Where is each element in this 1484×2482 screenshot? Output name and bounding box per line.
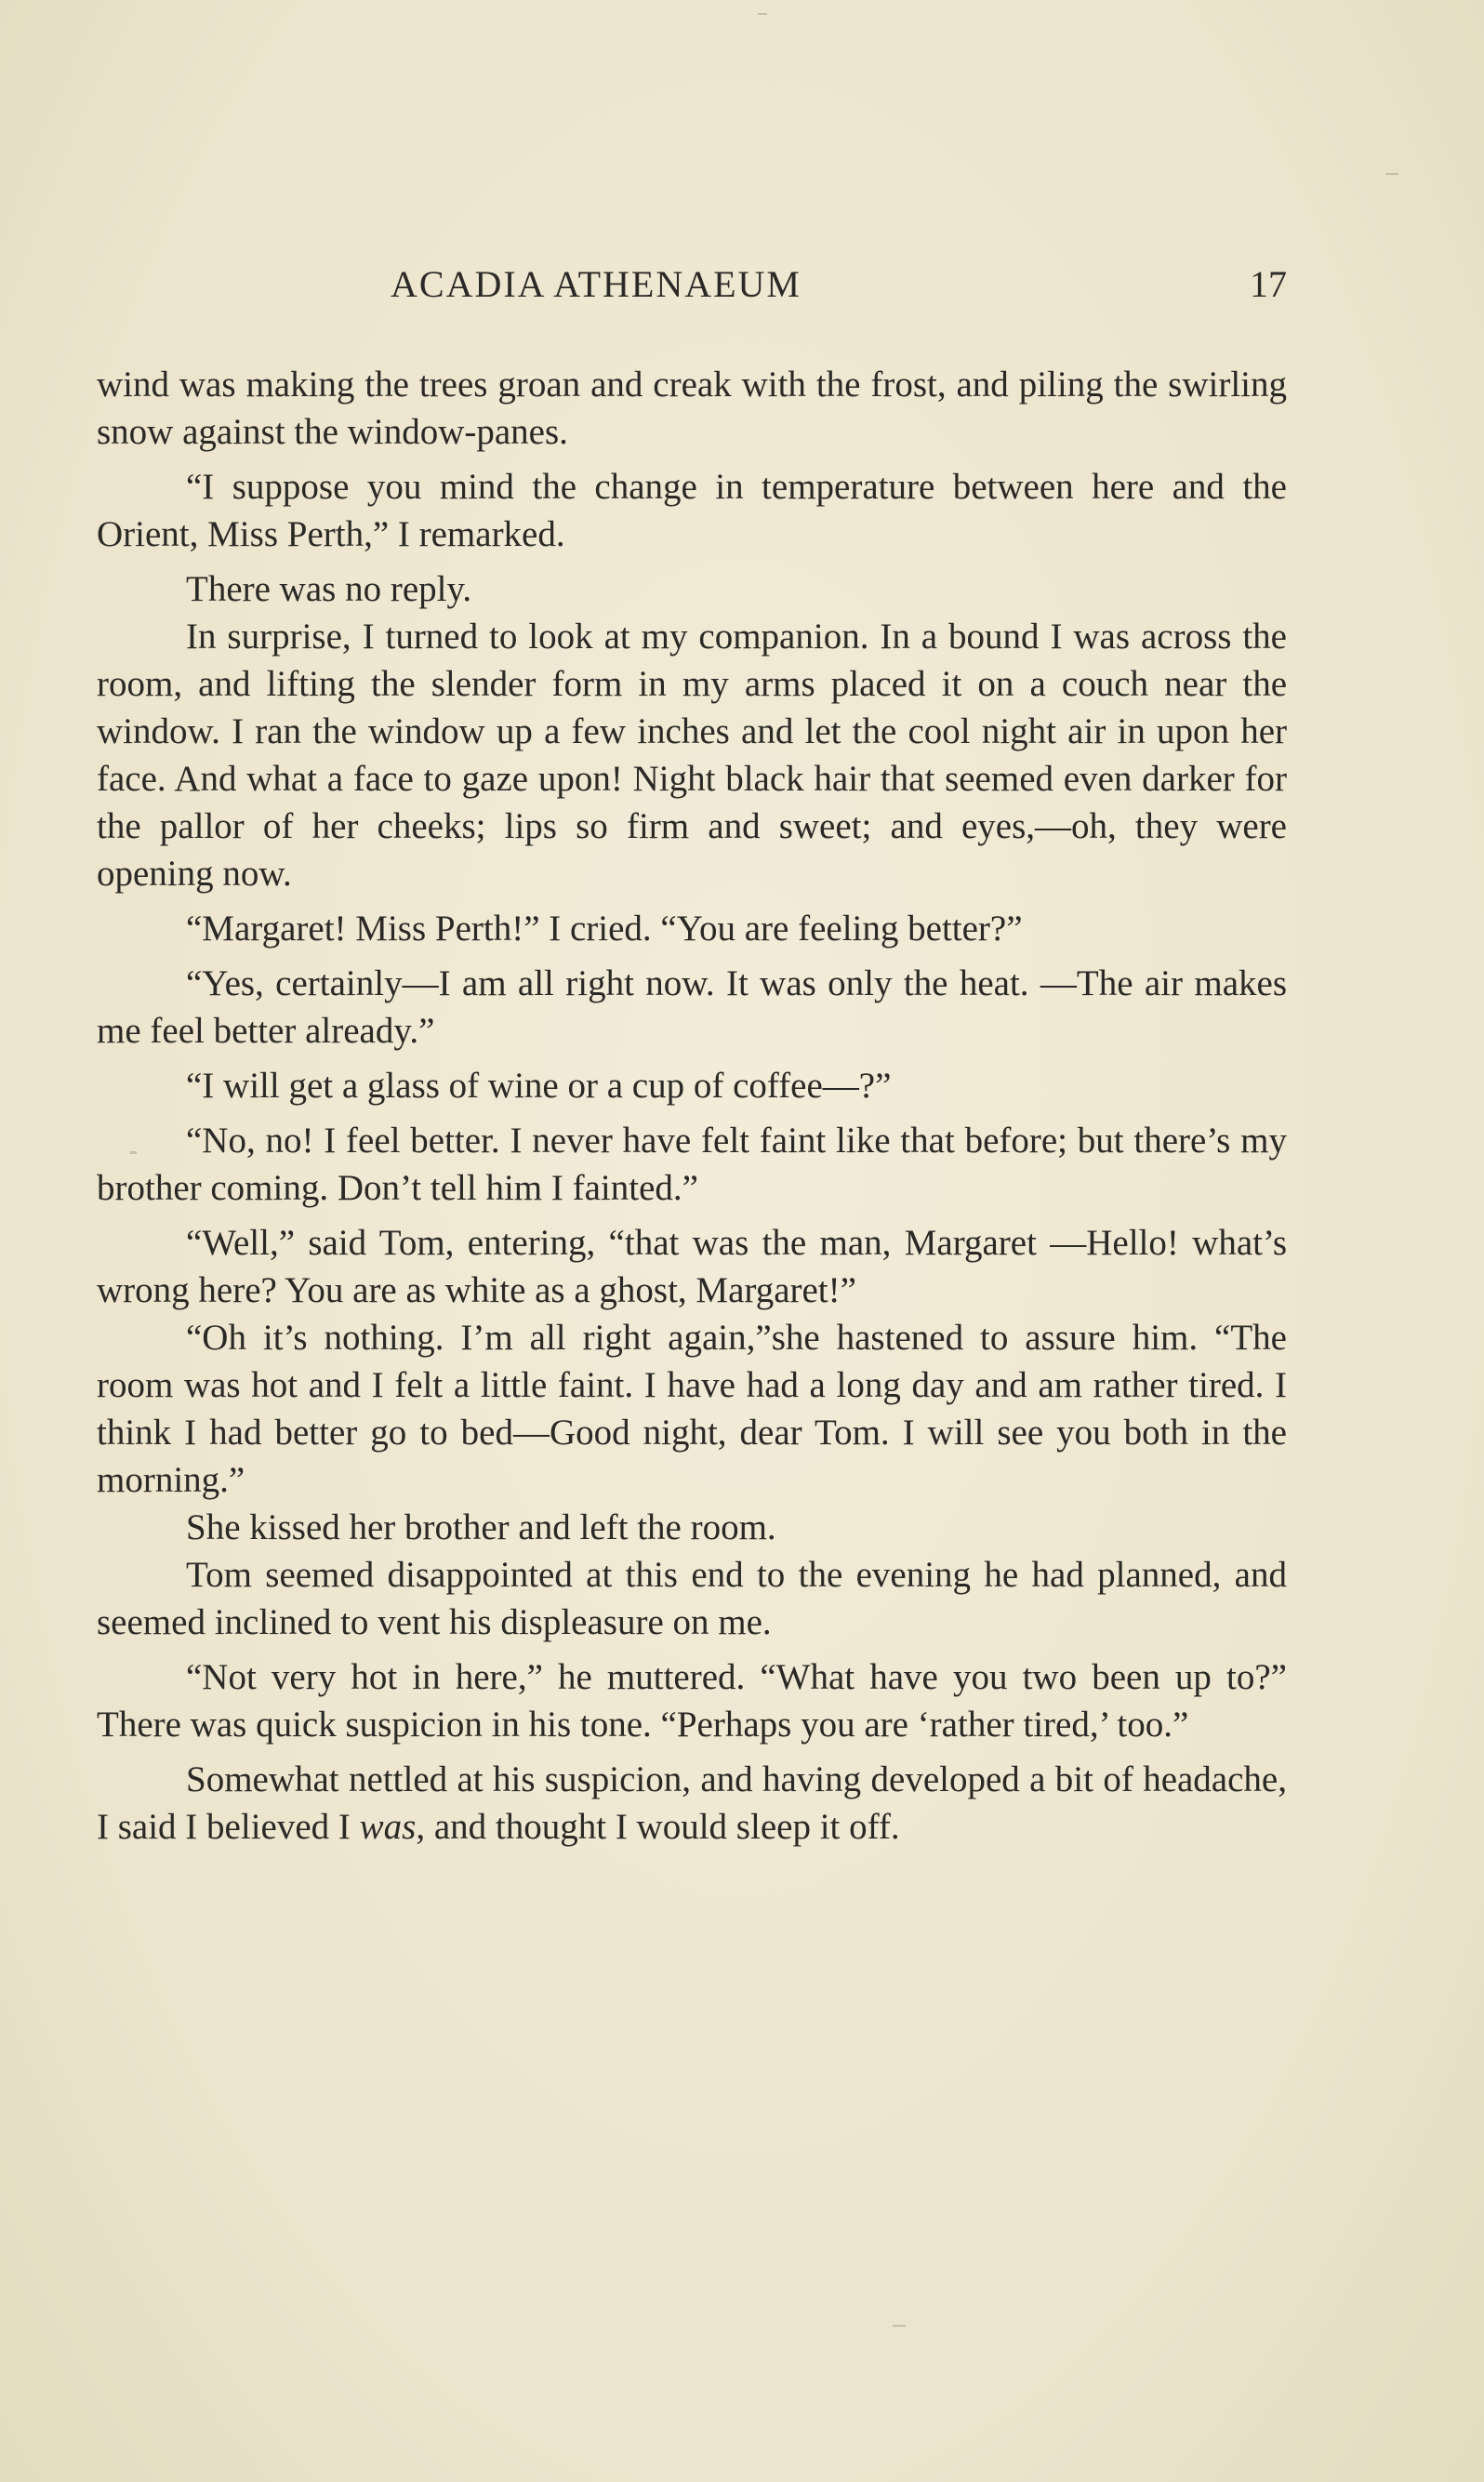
italic-word: was [359,1807,417,1847]
paragraph: “Oh it’s nothing. I’m all right again,”she hastened to assure him. “The room was hot and I felt a little faint. I have had a long day and am rather tired. I think I had better go to bed—Good night, dear Tom. I will see you both in the morning.” [97,1318,1287,1500]
paragraph: “I suppose you mind the change in temperature between here and the Orient, Miss Perth,” I remarked. [97,467,1287,554]
page-number: 17 [1250,263,1287,305]
paragraph: She kissed her brother and left the room. [186,1507,776,1547]
page-header [97,262,1287,318]
paragraph: Tom seemed disappointed at this end to the evening he had planned, and seemed inclined to vent his displeasure on me. [97,1555,1287,1642]
text-run: , and thought I would sleep it off. [416,1807,900,1847]
paragraph-last [97,1756,1287,1851]
paragraph: “Yes, certainly—I am all right now. It was only the heat. —The air makes me feel better already.” [97,963,1287,1051]
paragraph: In surprise, I turned to look at my companion. In a bound I was across the room, and lifting the slender form in my arms placed it on a couch near the window. I ran the window up a few inches and let the cool night air in upon her face. And what a face to gaze upon! Night black hair that seemed even darker for the pallor of her cheeks; lips so firm and sweet; and eyes,—oh, they were opening now. [97,617,1287,894]
paragraph: “I will get a glass of wine or a cup of coffee—?” [186,1066,892,1106]
text-run: Somewhat nettled at his suspicion, and having developed a bit of headache, I said I believed I [97,1759,1287,1847]
paragraph: wind was making the trees groan and creak with the frost, and piling the swirling snow against the window-panes. [97,365,1287,452]
paragraph: “Margaret! Miss Perth!” I cried. “You are feeling better?” [186,909,1023,949]
paragraph: There was no reply. [186,569,472,609]
running-title: ACADIA ATHENAEUM [391,263,802,305]
body-text [97,361,1287,1851]
paragraph: “Well,” said Tom, entering, “that was the man, Margaret —Hello! what’s wrong here? You are as white as a ghost, Margaret!” [97,1223,1287,1310]
paragraph: “No, no! I feel better. I never have felt faint like that before; but there’s my brother coming. Don’t tell him I fainted.” [97,1121,1287,1208]
paper-speck [758,13,767,15]
paper-speck [1385,173,1398,175]
paper-speck [893,2325,906,2327]
paragraph: “Not very hot in here,” he muttered. “What have you two been up to?” There was quick suspicion in his tone. “Perhaps you are ‘rather tired,’ too.” [97,1657,1287,1745]
